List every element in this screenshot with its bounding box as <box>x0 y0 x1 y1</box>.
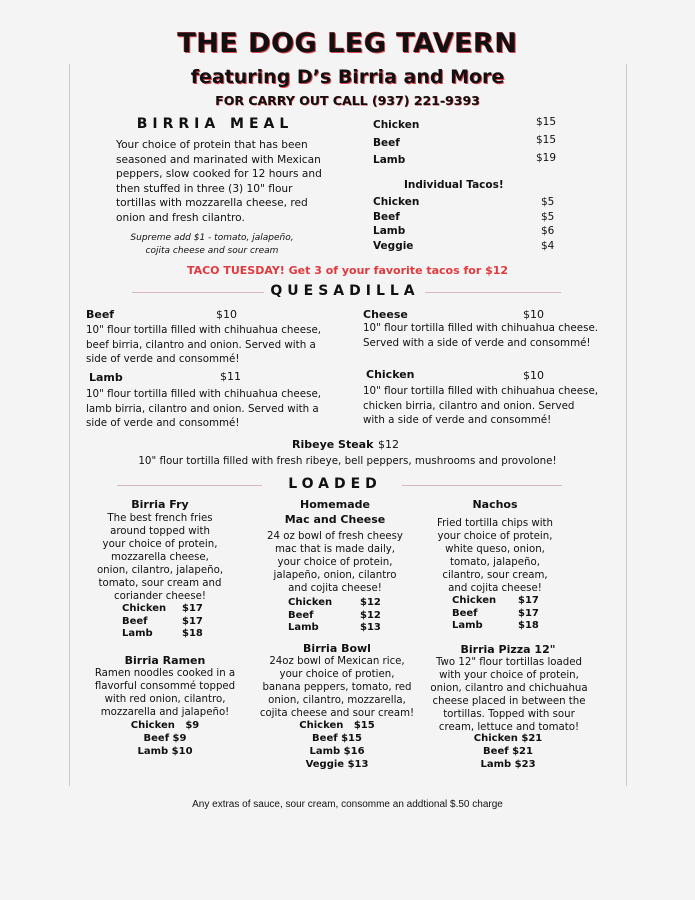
mac-chicken: Chicken <box>288 597 333 608</box>
taco-beef: Beef <box>373 211 400 223</box>
pizza-beef-row: Beef $21 <box>483 746 533 757</box>
nachos-desc: Fried tortilla chips with your choice of protein, white queso, onion, tomato, jalapeño, cilantro, sour cream, and cojita cheese! <box>436 518 553 594</box>
birria-fry-lamb-price: $18 <box>182 628 203 639</box>
restaurant-subtitle: featuring D’s Birria and More <box>190 66 505 88</box>
quesadilla-chicken-desc: 10" flour tortilla filled with chihuahua cheese, chicken birria, cilantro and onion. Served with a side of verde and consommé! <box>363 385 599 426</box>
ribeye-steak-desc: 10" flour tortilla filled with fresh ribeye, bell peppers, mushrooms and provolone! <box>138 455 557 467</box>
birria-fry-desc: The best french fries around topped with your choice of protein, mozzarella cheese, onion, cilantro, jalapeño, tomato, sour cream and coriander cheese! <box>96 513 224 602</box>
quesadilla-beef-price: $10 <box>216 308 237 321</box>
birria-fry-lamb: Lamb <box>122 628 153 639</box>
birria-bowl-desc: 24oz bowl of Mexican rice, your choice of protien, banana peppers, tomato, red onion, cilantro, mozzarella, cojita cheese and sour cream! <box>259 656 415 719</box>
birria-bowl-prices <box>262 719 412 771</box>
ribeye-steak-name: Ribeye Steak <box>292 438 374 451</box>
restaurant-title: THE DOG LEG TAVERN <box>177 28 518 59</box>
mac-cheese-desc: 24 oz bowl of fresh cheesy mac that is made daily, your choice of protein, jalapeño, onion, cilantro and cojita cheese! <box>267 531 403 594</box>
birria-meal-price-beef: Beef <box>373 137 400 149</box>
mac-beef-price: $12 <box>360 610 381 621</box>
birria-fry-name: Birria Fry <box>131 498 189 511</box>
birria-meal-price-lamb-value: $19 <box>536 152 557 164</box>
bowl-lamb-row: Lamb $16 <box>309 746 365 757</box>
mac-beef: Beef <box>288 610 314 621</box>
birria-bowl-name: Birria Bowl <box>303 642 371 655</box>
birria-fry-chicken: Chicken <box>122 603 167 614</box>
ramen-chicken-row: Chicken $9 <box>130 720 200 731</box>
carry-out-phone: FOR CARRY OUT CALL (937) 221-9393 <box>215 93 480 108</box>
birria-meal-price-lamb: Lamb <box>373 154 406 166</box>
taco-chicken-price: $5 <box>541 196 555 208</box>
quesadilla-lamb-name: Lamb <box>89 371 123 384</box>
mac-cheese-name-line1: Homemade <box>300 498 370 511</box>
mac-lamb: Lamb <box>288 622 319 633</box>
bowl-chicken-row: Chicken $15 <box>299 720 375 731</box>
mac-cheese-name-line2: Mac and Cheese <box>284 513 386 526</box>
nachos-name: Nachos <box>472 498 518 511</box>
nachos-beef-price: $17 <box>518 608 539 619</box>
nachos-chicken-price: $17 <box>518 595 539 606</box>
taco-chicken: Chicken <box>373 196 420 208</box>
pizza-lamb-row: Lamb $23 <box>480 759 536 770</box>
nachos-chicken: Chicken <box>452 595 497 606</box>
birria-fry-beef: Beef <box>122 616 148 627</box>
loaded-right-rule <box>402 485 562 486</box>
birria-meal-description: Your choice of protein that has been seasoned and marinated with Mexican peppers, slow cooked for 12 hours and then stuffed in three (3) 10" flour tortillas with mozzarella cheese, red onion and fresh cilantro. <box>116 139 322 224</box>
birria-fry-beef-price: $17 <box>182 616 203 627</box>
birria-meal-price-chicken-value: $15 <box>536 116 557 128</box>
birria-ramen-name: Birria Ramen <box>124 654 206 667</box>
quesadilla-heading: QUESADILLA <box>270 283 420 299</box>
ribeye-steak-price: $12 <box>378 438 399 451</box>
extras-charge-note: Any extras of sauce, sour cream, consomme an addtional $.50 charge <box>192 799 503 810</box>
taco-lamb-price: $6 <box>541 225 555 237</box>
birria-pizza-name: Birria Pizza 12" <box>460 643 556 656</box>
mac-lamb-price: $13 <box>360 622 381 633</box>
taco-veggie: Veggie <box>373 240 414 252</box>
quesadilla-left-rule <box>132 292 264 293</box>
taco-beef-price: $5 <box>541 211 555 223</box>
quesadilla-chicken-name: Chicken <box>366 368 415 381</box>
quesadilla-right-rule <box>425 292 561 293</box>
birria-ramen-prices <box>90 719 240 758</box>
pizza-chicken-row: Chicken $21 <box>473 733 543 744</box>
birria-ramen-desc: Ramen noodles cooked in a flavorful consommé topped with red onion, cilantro, mozzarella and jalapeño! <box>94 668 236 718</box>
birria-pizza-prices <box>433 732 583 771</box>
ramen-lamb-row: Lamb $10 <box>137 746 193 757</box>
mac-chicken-price: $12 <box>360 597 381 608</box>
bowl-veggie-row: Veggie $13 <box>305 759 369 770</box>
birria-pizza-desc: Two 12" flour tortillas loaded with your choice of protein, onion, cilantro and chichuahua cheese placed in between the tortillas. Topped with sour cream, lettuce and tomato! <box>430 657 588 733</box>
quesadilla-chicken-price: $10 <box>523 369 544 382</box>
taco-veggie-price: $4 <box>541 240 555 252</box>
quesadilla-lamb-price: $11 <box>220 370 241 383</box>
nachos-beef: Beef <box>452 608 478 619</box>
birria-fry-chicken-price: $17 <box>182 603 203 614</box>
nachos-lamb-price: $18 <box>518 620 539 631</box>
quesadilla-cheese-desc: 10" flour tortilla filled with chihuahua cheese. Served with a side of verde and consommé! <box>363 322 599 349</box>
loaded-left-rule <box>117 485 262 486</box>
taco-tuesday-banner: TACO TUESDAY! Get 3 of your favorite tacos for $12 <box>186 264 509 277</box>
quesadilla-cheese-name: Cheese <box>363 308 408 321</box>
quesadilla-cheese-price: $10 <box>523 308 544 321</box>
quesadilla-lamb-desc: 10" flour tortilla filled with chihuahua cheese, lamb birria, cilantro and onion. Served with a side of verde and consommé! <box>86 388 322 429</box>
taco-lamb: Lamb <box>373 225 406 237</box>
quesadilla-beef-name: Beef <box>86 308 115 321</box>
quesadilla-beef-desc: 10" flour tortilla filled with chihuahua cheese, beef birria, cilantro and onion. Served with a side of verde and consommé! <box>86 324 322 365</box>
supreme-note: Supreme add $1 - tomato, jalapeño, cojita cheese and sour cream <box>130 233 294 256</box>
birria-meal-price-beef-value: $15 <box>536 134 557 146</box>
loaded-heading: LOADED <box>288 476 382 492</box>
right-border-line <box>626 64 627 786</box>
ramen-beef-row: Beef $9 <box>143 733 187 744</box>
nachos-lamb: Lamb <box>452 620 483 631</box>
bowl-beef-row: Beef $15 <box>312 733 362 744</box>
birria-meal-price-chicken: Chicken <box>373 119 420 131</box>
left-border-line <box>69 64 70 786</box>
birria-meal-heading: BIRRIA MEAL <box>136 116 294 132</box>
individual-tacos-heading: Individual Tacos! <box>404 179 504 191</box>
